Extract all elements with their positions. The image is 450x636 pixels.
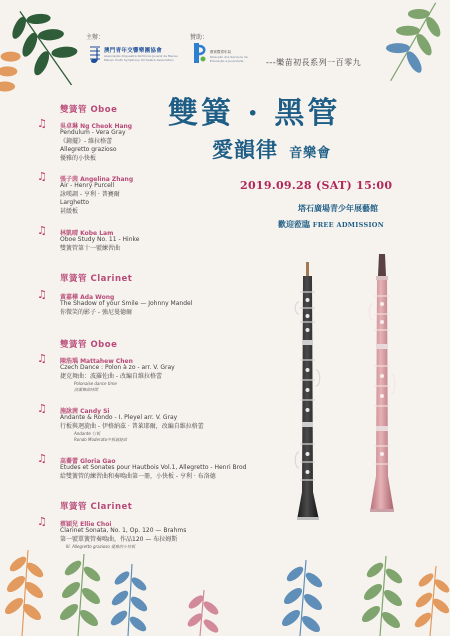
clarinet-illustration (362, 254, 402, 524)
concert-title: 雙簧 · 黑管 (168, 96, 341, 131)
music-note-icon: ♫ (37, 170, 47, 183)
music-note-icon: ♫ (37, 288, 47, 301)
section-heading-oboe-2: 雙簧管 Oboe (60, 340, 118, 350)
piece-note: 波蘭舞曲時間 (74, 387, 98, 393)
concert-subtitle (212, 134, 331, 164)
admission-line (278, 219, 384, 230)
piece-line: Larghetto (60, 199, 90, 207)
welcome-text: 歡迎蒞臨 (278, 220, 310, 229)
music-note-icon: ♫ (37, 352, 47, 365)
concert-date: 2019.09.28 (SAT) 15:00 (240, 179, 393, 192)
music-note-icon: ♫ (37, 452, 47, 465)
piece-line: 甚緩板 (60, 207, 79, 215)
music-note-icon: ♫ (37, 224, 47, 237)
piece-line: Etudes et Sonates pour Hautbois Vol.1, Allegretto - Henri Brod (60, 464, 247, 471)
piece-line: 《鐘擺》- 維拉格蕾 (60, 137, 113, 145)
piece-note: III. Allegretto grazioso 優雅的小快板 (66, 544, 136, 550)
dsej-logo-icon (192, 42, 208, 64)
piece-line: The Shadow of your Smile — Johnny Mandel (60, 300, 193, 307)
performer-pieces (60, 182, 120, 216)
section-heading-clarinet-1: 單簧管 Clarinet (60, 274, 133, 284)
piece-line: Air - Henry Purcell (60, 182, 115, 189)
piece-note: Rondo Moderato中板迴旋曲 (74, 437, 128, 443)
performer-name: 施詠茜 Candy Si (60, 408, 110, 415)
piece-line: 雙簧管第十一號練習曲 (60, 244, 121, 252)
piece-line: 你微笑的影子 - 強尼曼德爾 (60, 308, 132, 316)
sponsor-name: 教育暨青年局 (210, 50, 231, 54)
piece-note: Polonaise dance time (74, 381, 117, 387)
performer-pieces (60, 414, 204, 443)
organizer-sub-pt: Associação Orquestra Sinfónica Juvenil de Macau (104, 54, 178, 58)
leaves-top-right (380, 0, 450, 100)
organizer-sub-en: Macao Youth Symphony Orchestra Association (104, 58, 174, 62)
sponsor-label: 贊助： (190, 34, 209, 41)
performer-name: 高蕎蕾 Gloria Gao (60, 458, 116, 465)
section-heading-oboe-1: 雙簧管 Oboe (60, 105, 118, 115)
sponsor-logo (192, 42, 252, 70)
performer-name: 張子茵 Angelina Zhang (60, 176, 134, 183)
leaves-top-left (0, 0, 90, 100)
piece-line: Allegretto grazioso (60, 146, 117, 154)
subtitle-main: 愛韻律 (212, 137, 278, 162)
piece-note: Andante 行板 (74, 431, 101, 437)
performer-pieces (60, 364, 175, 393)
subtitle-sub: 音樂會 (289, 146, 332, 161)
sponsor-sub2: Educação e Juventude (210, 59, 244, 63)
piece-line: 詠嘆調 - 亨利 · 普賽爾 (60, 190, 120, 198)
music-note-icon: ♫ (37, 515, 47, 528)
piece-line: Clarinet Sonata, No. 1, Op. 120 — Brahms (60, 527, 187, 534)
performer-name: 吳卓琳 Ng Cheok Hang (60, 123, 133, 130)
performer-name: 蔡穎兒 Ellie Choi (60, 521, 112, 528)
performer-name: 林凱晴 Kobe Lam (60, 230, 114, 237)
performer-name: 黃嘉樺 Ada Wong (60, 294, 115, 301)
piece-line: Pendulum - Vera Gray (60, 129, 126, 136)
piece-line: 行板與迴旋曲 - 伊格納茲 · 普萊耶爾，改編自維拉格蕾 (60, 422, 204, 430)
music-note-icon: ♫ (37, 402, 47, 415)
concert-venue: 塔石廣場青少年展藝館 (298, 204, 378, 213)
performer-pieces (60, 300, 192, 317)
organizer-logo (88, 44, 188, 70)
series-text: ---樂苗初長系列一百零九 (266, 58, 362, 67)
piece-line: 給雙簧管的練習曲和奏鳴曲第一冊，小快板 - 亨利 · 布洛德 (60, 472, 216, 480)
leaves-bottom (0, 540, 450, 636)
performer-pieces (60, 129, 126, 163)
music-staff-icon (88, 45, 102, 65)
piece-line: 優雅的小快板 (60, 154, 97, 162)
organizer-name: 澳門青年交響樂團協會 (104, 48, 163, 54)
oboe-illustration (288, 262, 328, 532)
performer-pieces (60, 464, 246, 481)
piece-line: 第一號單簧管奏鳴曲，作品120 — 布拉姆斯 (60, 535, 178, 543)
piece-line: 捷克舞曲：波羅佐曲 - 改編自維拉格蕾 (60, 372, 162, 380)
piece-line: Czech Dance : Polon à zo - arr. V. Gray (60, 364, 175, 371)
section-heading-clarinet-2: 單簧管 Clarinet (60, 502, 133, 512)
piece-line: Oboe Study No. 11 - Hinke (60, 236, 140, 243)
free-admission: FREE ADMISSION (312, 221, 384, 229)
piece-line: Andante & Rondo - I. Pleyel arr. V. Gray (60, 414, 178, 421)
performer-pieces (60, 236, 139, 253)
sponsor-sub1: Direcção dos Serviços de (210, 55, 248, 59)
music-note-icon: ♫ (37, 117, 47, 130)
performer-name: 陳浩瑀 Mattahew Chen (60, 358, 133, 365)
organizer-label: 主辦： (86, 34, 105, 41)
